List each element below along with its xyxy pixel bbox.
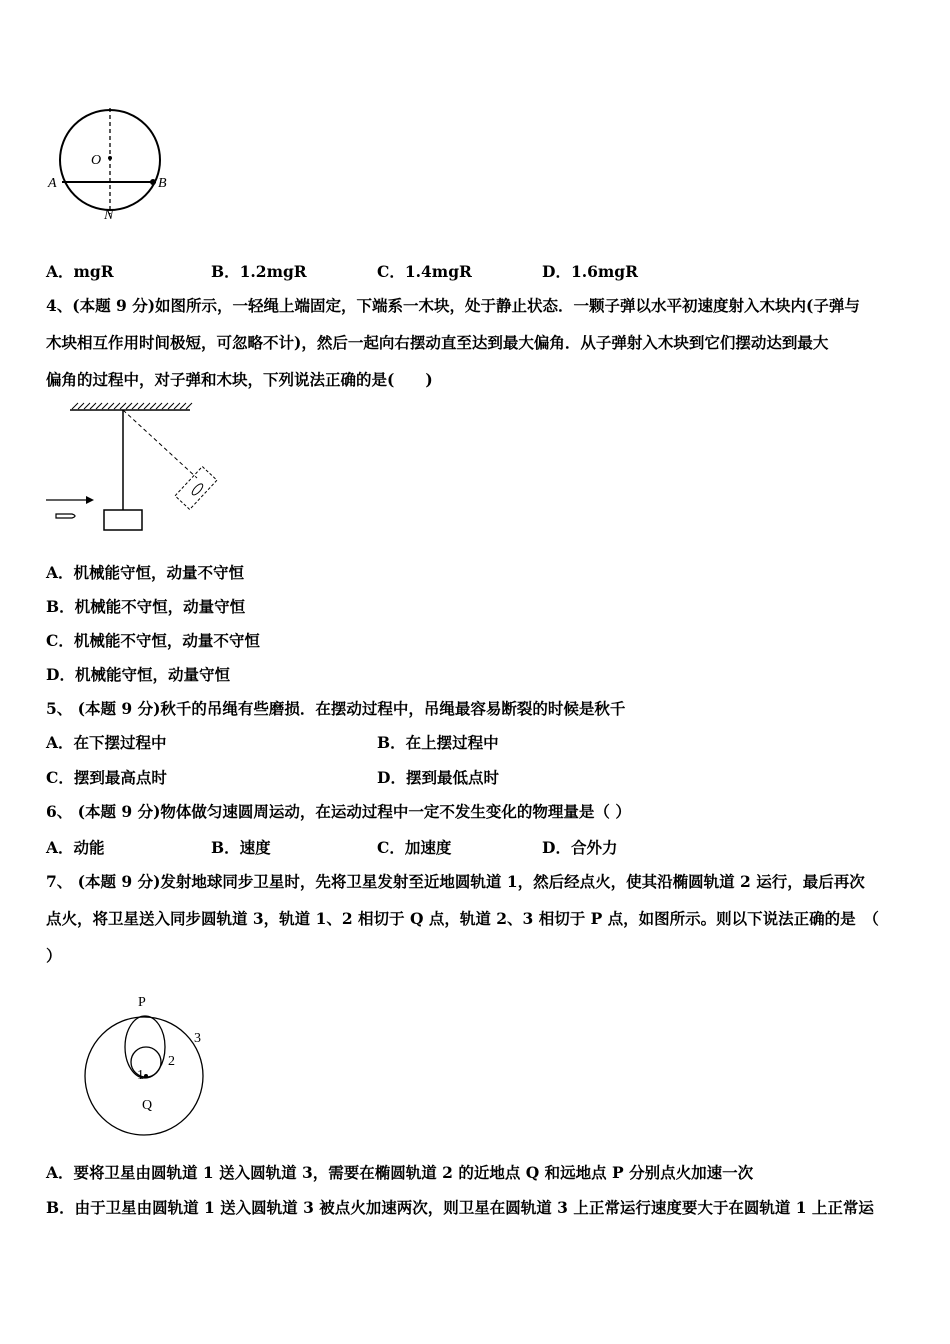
q7-option-b: B．由于卫星由圆轨道 1 送入圆轨道 3 被点火加速两次，则卫星在圆轨道 3 上正常运行速度要大于在圆轨道 1 上正常运 [46, 1198, 874, 1217]
q4-stem-line-2: 木块相互作用时间极短，可忽略不计)，然后一起向右摆动直至达到最大偏角．从子弹射入木块到它们摆动达到最大 [46, 333, 829, 352]
q5-stem: 5、 (本题 9 分)秋千的吊绳有些磨损．在摆动过程中，吊绳最容易断裂的时候是秋千 [46, 699, 626, 718]
q6-option-b: B．速度 [211, 838, 271, 857]
label-2: 2 [168, 1054, 175, 1069]
label-3: 3 [194, 1031, 201, 1046]
q4-option-c: C．机械能不守恒，动量不守恒 [46, 631, 260, 650]
q5-option-c: C．摆到最高点时 [46, 768, 167, 787]
q5-option-d: D．摆到最低点时 [377, 768, 499, 787]
label-q: Q [142, 1098, 153, 1113]
wood-block [104, 510, 142, 530]
q5-option-a: A．在下摆过程中 [46, 733, 167, 752]
q6-option-a: A．动能 [46, 838, 105, 857]
orbit-1 [131, 1047, 161, 1077]
q4-stem-line-1: 4、(本题 9 分)如图所示，一轻绳上端固定，下端系一木块，处于静止状态．一颗子弹以水平初速度射入木块内(子弹与 [46, 296, 860, 315]
arrow-head [86, 496, 94, 504]
orbit-diagram [80, 990, 220, 1140]
q3-option-b: B．1.2mgR [211, 262, 307, 281]
q3-option-d: D．1.6mgR [542, 262, 639, 281]
q4-option-d: D．机械能守恒，动量守恒 [46, 665, 230, 684]
q3-option-c: C．1.4mgR [377, 262, 472, 281]
q6-option-c: C．加速度 [377, 838, 452, 857]
q7-stem-line-3: ） [46, 946, 62, 965]
swung-rope [123, 410, 197, 478]
label-p: P [138, 995, 146, 1010]
q4-option-a: A．机械能守恒，动量不守恒 [46, 563, 245, 582]
q7-stem-line-1: 7、 (本题 9 分)发射地球同步卫星时，先将卫星发射至近地圆轨道 1，然后经点火，使其沿椭圆轨道 2 运行，最后再次 [46, 872, 865, 891]
q7-stem-line-2: 点火，将卫星送入同步圆轨道 3，轨道 1、2 相切于 Q 点，轨道 2、3 相切于 P 点，如图所示。则以下说法正确的是 （ [46, 909, 879, 928]
circle-diagram [44, 104, 174, 224]
q4-option-b: B．机械能不守恒，动量守恒 [46, 597, 246, 616]
label-1: 1 [137, 1068, 144, 1083]
q6-option-d: D．合外力 [542, 838, 618, 857]
swung-block [175, 467, 217, 510]
q3-option-a: A．mgR [46, 262, 114, 281]
q5-option-b: B．在上摆过程中 [377, 733, 499, 752]
center-point [108, 156, 112, 160]
earth-center [144, 1074, 148, 1078]
ceiling-hatch [72, 403, 192, 409]
point-b [150, 179, 156, 185]
pendulum-diagram [44, 400, 224, 535]
label-o: O [91, 153, 102, 168]
label-n: N [104, 208, 114, 223]
label-a: A [48, 176, 57, 191]
bullet [56, 514, 75, 518]
q6-stem: 6、 (本题 9 分)物体做匀速圆周运动，在运动过程中一定不发生变化的物理量是（ ） [46, 802, 631, 821]
q4-stem-line-3: 偏角的过程中，对子弹和木块，下列说法正确的是( ) [46, 370, 433, 389]
label-b: B [158, 176, 167, 191]
q7-option-a: A．要将卫星由圆轨道 1 送入圆轨道 3，需要在椭圆轨道 2 的近地点 Q 和远地点 P 分别点火加速一次 [46, 1163, 754, 1182]
